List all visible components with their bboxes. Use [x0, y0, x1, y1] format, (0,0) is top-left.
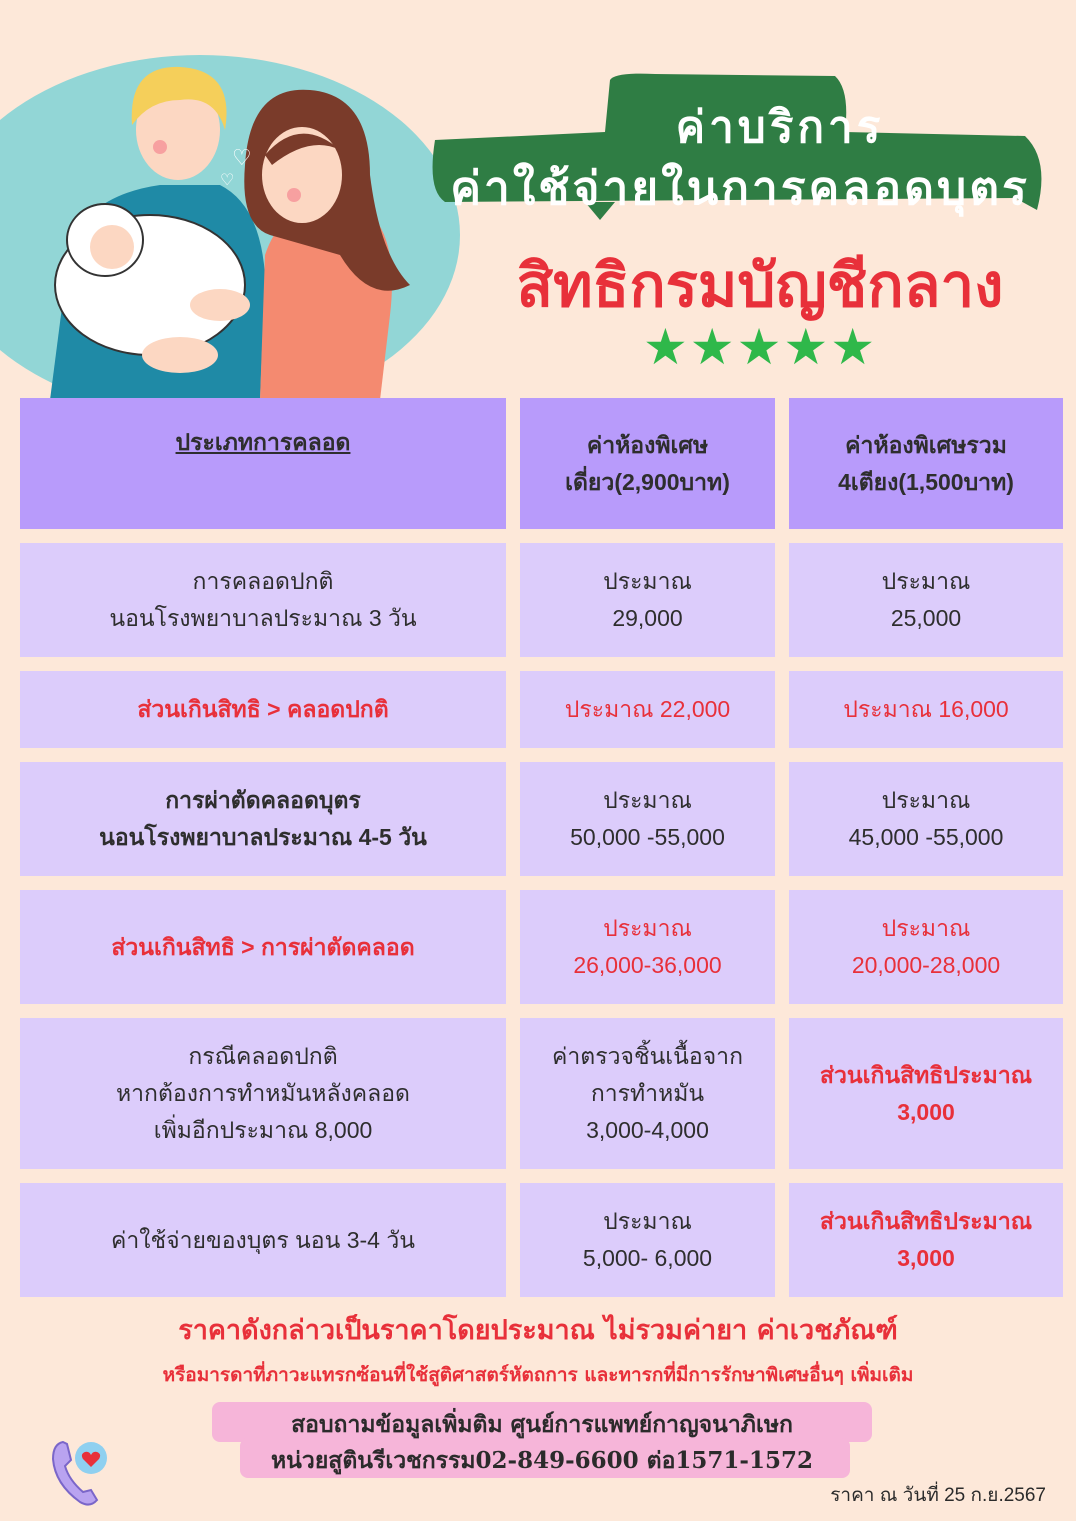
contact-box — [212, 1402, 872, 1482]
table-row-6-type — [20, 1183, 506, 1297]
table-row-1-single — [520, 543, 775, 657]
cell-text: ค่าตรวจชิ้นเนื้อจาก — [551, 1043, 744, 1069]
title-block — [425, 70, 1055, 230]
table-row-6-shared — [789, 1183, 1063, 1297]
cell-text: ประมาณ — [603, 568, 692, 594]
table-row-2-shared — [789, 671, 1063, 748]
cell-text: 3,000 — [897, 1245, 955, 1271]
date-note: ราคา ณ วันที่ 25 ก.ย.2567 — [830, 1485, 1046, 1506]
header-single-line1: ค่าห้องพิเศษ — [586, 431, 709, 458]
table-row-1-shared — [789, 543, 1063, 657]
cell-text: ประมาณ — [603, 1208, 692, 1234]
cell-text: ประมาณ — [881, 787, 971, 813]
table-row-6-single — [520, 1183, 775, 1297]
svg-text:♡: ♡ — [232, 146, 252, 171]
header-single-line2: เดี่ยว(2,900บาท) — [565, 468, 730, 495]
cell-text: 3,000-4,000 — [586, 1117, 709, 1143]
header-shared-room — [789, 398, 1063, 529]
cell-text: 50,000 -55,000 — [570, 824, 725, 850]
cell-text: ประมาณ 16,000 — [843, 696, 1009, 722]
contact-line-2: หน่วยสูตินรีเวชกรรม02-849-6600 ต่อ1571-1572 — [271, 1447, 813, 1474]
cell-text: เพิ่มอีกประมาณ 8,000 — [153, 1117, 373, 1143]
table-row-5-type — [20, 1018, 506, 1169]
contact-line-1: สอบถามข้อมูลเพิ่มติม ศูนย์การแพทย์กาญจนาภิเษก — [291, 1411, 793, 1438]
cell-text: นอนโรงพยาบาลประมาณ 4-5 วัน — [99, 824, 427, 850]
header-delivery-type-label: ประเภทการคลอด — [175, 429, 351, 455]
table-row-4-type — [20, 890, 506, 1004]
cell-text: 45,000 -55,000 — [848, 824, 1004, 850]
cell-text: 29,000 — [612, 605, 683, 631]
cell-text: 20,000-28,000 — [851, 952, 1001, 978]
table-row-2-type — [20, 671, 506, 748]
phone-heart-icon — [45, 1434, 115, 1509]
note-line-1: ราคาดังกล่าวเป็นราคาโดยประมาณ ไม่รวมค่ายา ค่าเวชภัณฑ์ — [178, 1315, 898, 1346]
table-row-2-single — [520, 671, 775, 748]
family-illustration — [10, 55, 450, 400]
table-row-4-single — [520, 890, 775, 1004]
table-row-1-type — [20, 543, 506, 657]
cell-text: การคลอดปกติ — [192, 568, 334, 594]
title-line-2: ค่าใช้จ่ายในการคลอดบุตร — [450, 161, 1030, 215]
star-icon: ★★★★★ — [642, 318, 878, 376]
table-row-5-shared — [789, 1018, 1063, 1169]
header-shared-line2: 4เตียง(1,500บาท) — [838, 468, 1014, 495]
cell-text: 3,000 — [897, 1098, 955, 1125]
cell-text: ค่าใช้จ่ายของบุตร นอน 3-4 วัน — [111, 1226, 415, 1253]
cell-text: การผ่าตัดคลอดบุตร — [165, 787, 361, 813]
cell-text: ประมาณ — [881, 568, 971, 594]
cell-text: การทำหมัน — [590, 1080, 705, 1106]
cell-text: หากต้องการทำหมันหลังคลอด — [115, 1080, 410, 1106]
cell-text: ประมาณ 22,000 — [564, 696, 731, 722]
header-delivery-type — [20, 398, 506, 529]
cell-text: ส่วนเกินสิทธิประมาณ — [819, 1061, 1033, 1088]
title-line-1: ค่าบริการ — [675, 102, 885, 153]
cell-text: ส่วนเกินสิทธิ > คลอดปกติ — [137, 696, 389, 722]
cell-text: ประมาณ — [881, 915, 971, 941]
cell-text: 26,000-36,000 — [573, 952, 722, 978]
table-row-3-shared — [789, 762, 1063, 876]
svg-text:♡: ♡ — [220, 170, 235, 189]
cell-text: นอนโรงพยาบาลประมาณ 3 วัน — [109, 605, 417, 631]
table-row-3-type — [20, 762, 506, 876]
cell-text: 25,000 — [890, 605, 962, 631]
cell-text: 5,000- 6,000 — [582, 1245, 713, 1271]
note-line-2: หรือมารดาที่ภาวะแทรกซ้อนที่ใช้สูติศาสตร์หัตถการ และทารกที่มีการรักษาพิเศษอื่นๆ เพิ่มเติม — [162, 1364, 914, 1386]
subtitle: สิทธิกรมบัญชีกลาง — [516, 252, 1004, 319]
cell-text: กรณีคลอดปกติ — [188, 1043, 338, 1069]
header-single-room — [520, 398, 775, 529]
cell-text: ประมาณ — [603, 915, 692, 941]
header-shared-line1: ค่าห้องพิเศษรวม — [845, 431, 1007, 458]
table-row-5-single — [520, 1018, 775, 1169]
cell-text: ส่วนเกินสิทธิประมาณ — [819, 1208, 1033, 1234]
table-row-3-single — [520, 762, 775, 876]
table-row-4-shared — [789, 890, 1063, 1004]
cell-text: ส่วนเกินสิทธิ > การผ่าตัดคลอด — [111, 933, 415, 960]
cell-text: ประมาณ — [603, 787, 692, 813]
